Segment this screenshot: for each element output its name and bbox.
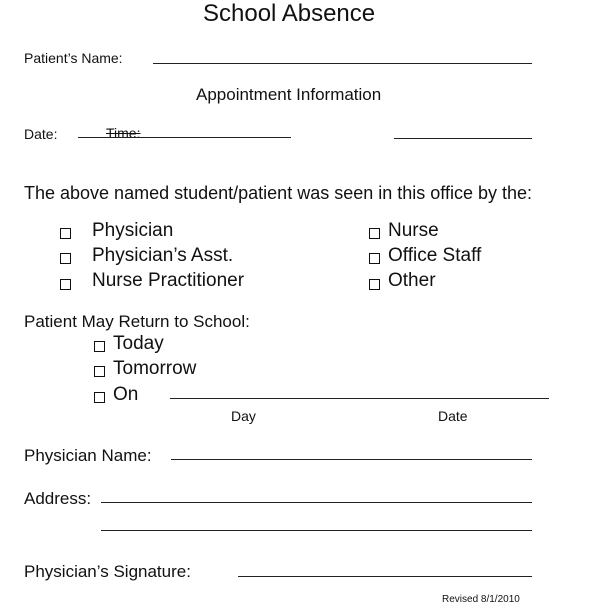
time-line[interactable] (394, 138, 532, 139)
checkbox-today[interactable] (94, 338, 105, 356)
address-line-1[interactable] (101, 502, 532, 503)
day-label: Day (231, 408, 256, 424)
checkbox-icon (369, 253, 380, 264)
seen-statement: The above named student/patient was seen in this office by the: (24, 183, 532, 203)
signature-label: Physician’s Signature: (24, 562, 191, 581)
checkbox-on[interactable] (94, 389, 105, 407)
checkbox-physicians-asst[interactable] (60, 250, 71, 268)
option-physician: Physician (92, 220, 174, 241)
form-title: School Absence (203, 0, 376, 27)
checkbox-physician[interactable] (60, 225, 71, 243)
option-other: Other (388, 270, 436, 291)
time-label: Time: (106, 125, 141, 141)
option-nurse: Nurse (388, 220, 439, 241)
checkbox-icon (94, 341, 105, 352)
checkbox-nurse[interactable] (369, 225, 380, 243)
checkbox-other[interactable] (369, 276, 380, 294)
checkbox-office-staff[interactable] (369, 250, 380, 268)
physician-name-line[interactable] (171, 459, 532, 460)
checkbox-icon (60, 253, 71, 264)
return-date-line[interactable] (170, 398, 549, 399)
address-line-2[interactable] (101, 530, 532, 531)
address-label: Address: (24, 489, 92, 508)
option-physicians-asst: Physician’s Asst. (92, 245, 234, 266)
checkbox-nurse-practitioner[interactable] (60, 276, 71, 294)
patient-name-line[interactable] (153, 63, 532, 64)
checkbox-icon (369, 279, 380, 290)
checkbox-icon (60, 279, 71, 290)
option-nurse-practitioner: Nurse Practitioner (92, 270, 245, 291)
date-time-line[interactable] (78, 137, 291, 138)
date-label: Date: (24, 126, 58, 142)
physician-name-label: Physician Name: (24, 446, 152, 465)
option-tomorrow: Tomorrow (113, 358, 197, 379)
checkbox-icon (60, 228, 71, 239)
option-office-staff: Office Staff (388, 245, 482, 266)
patient-name-label: Patient’s Name: (24, 50, 123, 66)
signature-line[interactable] (238, 576, 532, 577)
checkbox-tomorrow[interactable] (94, 363, 105, 381)
appointment-heading: Appointment Information (196, 85, 382, 104)
option-on: On (113, 384, 139, 405)
revised-date: Revised 8/1/2010 (442, 594, 520, 605)
return-label: Patient May Return to School: (24, 312, 250, 331)
checkbox-icon (369, 228, 380, 239)
checkbox-icon (94, 366, 105, 377)
date-sub-label: Date (438, 408, 468, 424)
checkbox-icon (94, 392, 105, 403)
option-today: Today (113, 333, 164, 354)
